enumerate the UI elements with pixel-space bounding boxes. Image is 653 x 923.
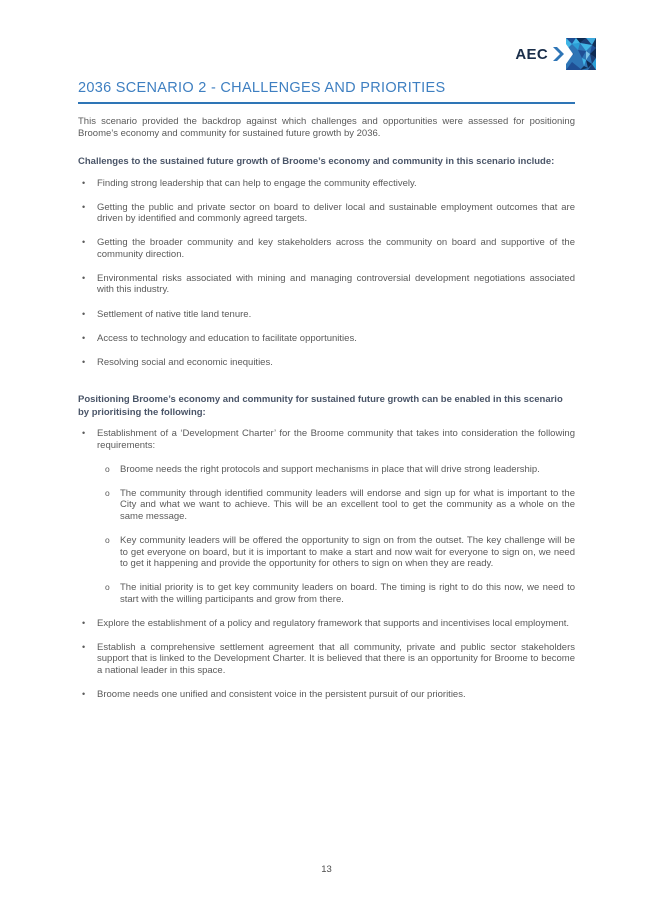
aec-logo-mosaic-icon bbox=[552, 38, 596, 70]
section1-bullet-list bbox=[78, 178, 575, 369]
list-item bbox=[78, 689, 575, 701]
bullet-marker: • bbox=[82, 201, 86, 212]
sub-list-item-text: The community through identified community leaders will endorse and sign up for what is important to the City and what we want to achieve. This will be an excellent tool to get the community as a whole on the same message. bbox=[120, 487, 575, 522]
list-item bbox=[78, 178, 575, 190]
list-item bbox=[78, 642, 575, 677]
list-item bbox=[78, 428, 575, 451]
sub-list-item bbox=[105, 535, 575, 570]
aec-logo-text: AEC bbox=[515, 45, 548, 63]
sub-bullet-marker: o bbox=[105, 534, 110, 545]
sub-bullet-marker: o bbox=[105, 463, 110, 474]
sub-list-item bbox=[105, 464, 575, 476]
list-item-text: Establish a comprehensive settlement agreement that all community, private and public sector stakeholders support that is linked to the Development Charter. It is believed that there is an opportunity for Broome to become a national leader in this space. bbox=[97, 641, 575, 677]
page-title: 2036 SCENARIO 2 - CHALLENGES AND PRIORITIES bbox=[78, 80, 575, 104]
bullet-marker: • bbox=[82, 356, 86, 367]
bullet-marker: • bbox=[82, 617, 86, 628]
bullet-marker: • bbox=[82, 332, 86, 343]
bullet-marker: • bbox=[82, 427, 86, 438]
sub-list-item-text: Broome needs the right protocols and support mechanisms in place that will drive strong leadership. bbox=[120, 463, 540, 475]
list-item-text: Explore the establishment of a policy and regulatory framework that supports and incentivises local employment. bbox=[97, 617, 570, 629]
list-item bbox=[78, 618, 575, 630]
list-item bbox=[78, 237, 575, 260]
aec-logo bbox=[515, 38, 596, 70]
list-item-text: Resolving social and economic inequities. bbox=[97, 356, 273, 368]
sub-list-item bbox=[105, 488, 575, 523]
bullet-marker: • bbox=[82, 308, 86, 319]
intro-paragraph: This scenario provided the backdrop against which challenges and opportunities were assessed for positioning Broome’s economy and community for sustained future growth by 2036. bbox=[78, 116, 575, 139]
list-item-text: Getting the public and private sector on board to deliver local and sustainable employment outcomes that are driven by identified and commonly agreed targets. bbox=[97, 201, 575, 225]
bullet-marker: • bbox=[82, 272, 86, 283]
list-item bbox=[78, 273, 575, 296]
sub-bullet-marker: o bbox=[105, 487, 110, 498]
list-item-text: Broome needs one unified and consistent voice in the persistent pursuit of our priorities. bbox=[97, 689, 466, 701]
list-item bbox=[78, 357, 575, 369]
bullet-marker: • bbox=[82, 689, 86, 700]
list-item-text: Establishment of a ‘Development Charter’ for the Broome community that takes into consideration the following requirements: bbox=[97, 427, 575, 451]
bullet-marker: • bbox=[82, 237, 86, 248]
sub-list-item-text: Key community leaders will be offered the opportunity to sign on from the outset. The key challenge will be to get everyone on board, but it is important to make a start and now wait for everyone to sign on, we need to get it happening and provide the opportunity for others to sign on when they are ready. bbox=[120, 534, 575, 570]
bullet-marker: • bbox=[82, 641, 86, 652]
sub-list-item-text: The initial priority is to get key community leaders on board. The timing is right to do this now, we need to start with the willing participants and grow from there. bbox=[120, 582, 575, 605]
section2-bullet-list bbox=[78, 428, 575, 701]
section1-heading: Challenges to the sustained future growth of Broome’s economy and community in this scenario include: bbox=[78, 156, 555, 168]
page-number: 13 bbox=[321, 864, 332, 875]
list-item bbox=[78, 202, 575, 225]
sub-bullet-marker: o bbox=[105, 582, 110, 593]
list-item-text: Environmental risks associated with mining and managing controversial development negotiations associated with this industry. bbox=[97, 272, 575, 296]
header bbox=[78, 38, 596, 70]
list-item-text: Settlement of native title land tenure. bbox=[97, 308, 252, 320]
bullet-marker: • bbox=[82, 177, 86, 188]
list-item-text: Access to technology and education to facilitate opportunities. bbox=[97, 332, 357, 344]
footer bbox=[0, 864, 653, 875]
section2-heading: Positioning Broome’s economy and community for sustained future growth can be enabled in this scenario by prioritising the following: bbox=[78, 394, 563, 418]
list-item-text: Getting the broader community and key stakeholders across the community on board and supportive of the community direction. bbox=[97, 237, 575, 260]
list-item bbox=[78, 309, 575, 321]
list-item bbox=[78, 333, 575, 345]
sub-list-item bbox=[105, 582, 575, 605]
list-item-text: Finding strong leadership that can help to engage the community effectively. bbox=[97, 177, 417, 189]
